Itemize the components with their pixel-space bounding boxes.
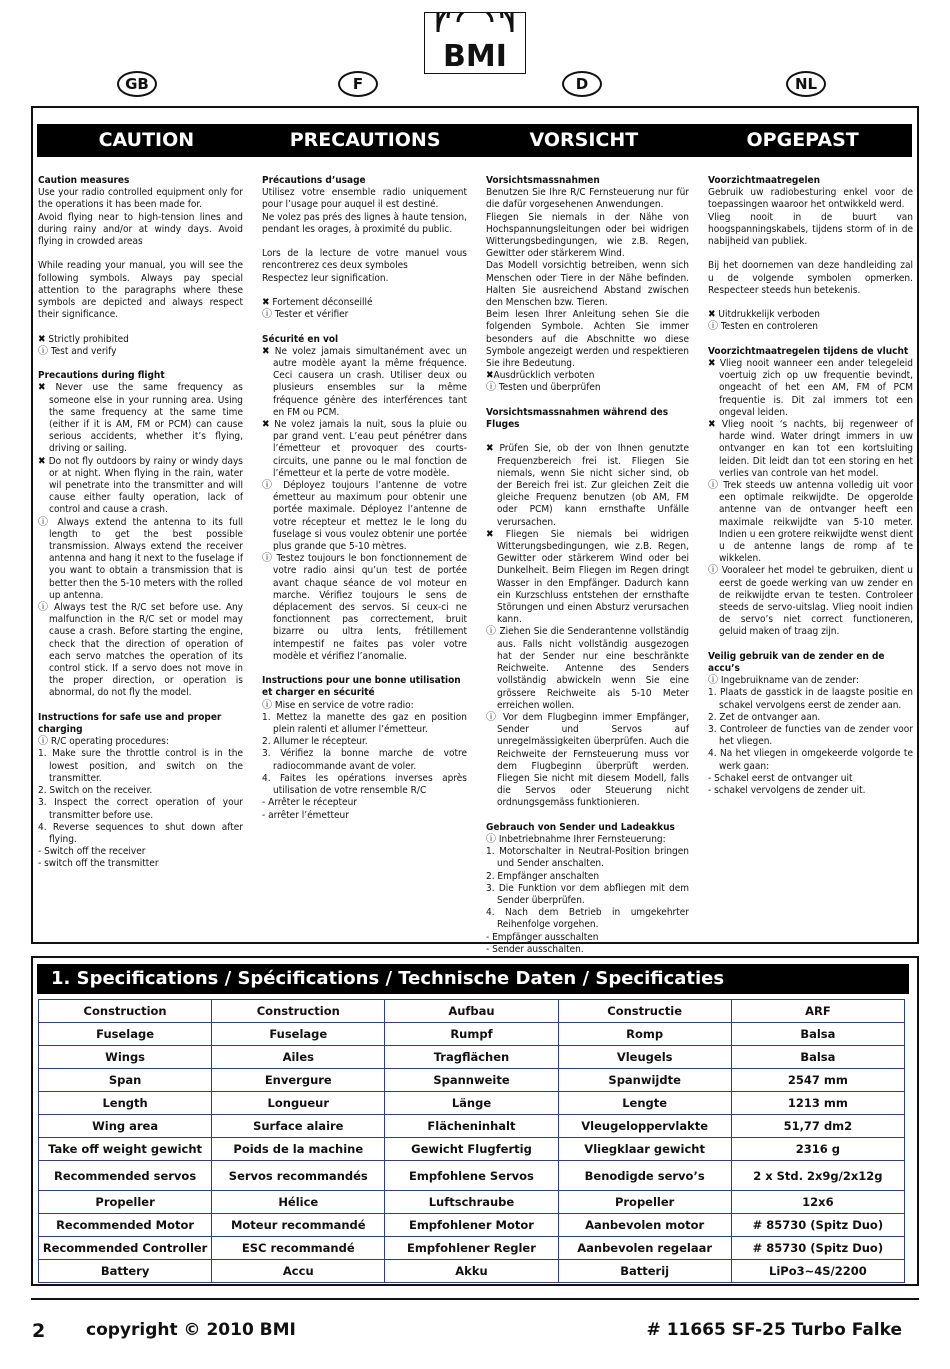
- list-item: 4. Reverse sequences to shut down after flying.: [38, 821, 243, 845]
- paragraph: Fliegen Sie niemals in der Nähe von Hochspannungsleitungen oder bei widrigen Witterungsbedingungen, wie z.B. Regen, Gewitter oder stärkerem Wind.: [486, 211, 689, 260]
- bullet: ⓘ Testez toujours le bon fonctionnement de votre radio ainsi qu’un test de portée avant chaque séance de vol moteur en marche. Vérifiez toujours le sens de déplacement des servos. Si ceux-ci ne fonctionnent pas correctement, bruit bizarre ou ultra lents, frétillement intempestif ne faites pas voler votre modèle et vérifiez l’anomalie.: [262, 553, 467, 662]
- table-cell: Construction: [39, 1000, 212, 1023]
- table-cell: Recommended servos: [39, 1161, 212, 1191]
- symbol-prohibited: ✖ Uitdrukkelijk verboden: [708, 309, 821, 321]
- table-row: [39, 1191, 905, 1214]
- heading: Voorzichtmaatregelen tijdens de vlucht: [708, 345, 909, 357]
- paragraph: Benutzen Sie Ihre R/C Fernsteuerung nur für die dafür vorgesehenen Anwendungen.: [486, 187, 689, 211]
- model-number: # 11665 SF-25 Turbo Falke: [646, 1320, 902, 1340]
- symbol-test: ⓘ Testen en controleren: [708, 321, 819, 333]
- bmi-logo: [424, 12, 526, 74]
- paragraph: While reading your manual, you will see the following symbols. Always pay special attention to the paragraphs where these symbols are depicted and always respect their significance.: [38, 260, 243, 321]
- lang-gb: GB: [117, 71, 157, 97]
- heading: Caution measures: [38, 175, 130, 186]
- table-cell: Fuselage: [212, 1023, 385, 1046]
- bullet: ⓘ Ziehen Sie die Senderantenne vollständig aus. Falls nicht vollständig ausgezogen hat der Sender nur eine beschränkte Reichweite. Antenne des Senders vollständig abwickeln wenn Sie eine grössere Reichweite als 5-10 Meter erreichen wollen.: [486, 626, 689, 711]
- table-cell: Span: [39, 1069, 212, 1092]
- heading: Précautions d’usage: [262, 175, 366, 186]
- page-number: 2: [32, 1320, 46, 1342]
- table-cell: # 85730 (Spitz Duo): [731, 1214, 904, 1237]
- table-cell: Accu: [212, 1260, 385, 1283]
- table-row: [39, 1161, 905, 1191]
- symbol-prohibited: ✖ Fortement déconseillé: [262, 297, 373, 308]
- table-cell: Aanbevolen regelaar: [558, 1237, 731, 1260]
- heading: Sécurité en vol: [262, 333, 339, 345]
- heading: Voorzichtmaatregelen: [708, 175, 821, 186]
- table-cell: Tragflächen: [385, 1046, 558, 1069]
- table-cell: Construction: [212, 1000, 385, 1023]
- list-item: 4. Faites les opérations inverses après utilisation de votre rensemble R/C: [262, 772, 467, 797]
- caution-title-nl: OPGEPAST: [746, 129, 859, 151]
- table-cell: Servos recommandés: [212, 1161, 385, 1191]
- table-cell: Constructie: [558, 1000, 731, 1023]
- list-item: - schakel vervolgens de zender uit.: [708, 785, 866, 797]
- table-cell: Fuselage: [39, 1023, 212, 1046]
- list-item: - switch off the transmitter: [38, 858, 159, 870]
- table-row: [39, 1214, 905, 1237]
- table-cell: Flächeninhalt: [385, 1115, 558, 1138]
- table-cell: Length: [39, 1092, 212, 1115]
- list-intro: ⓘ Ingebruikname van de zender:: [708, 675, 859, 687]
- heading: Vorsichtsmassnahmen während des Fluges: [486, 406, 669, 431]
- table-cell: ESC recommandé: [212, 1237, 385, 1260]
- table-cell: Empfohlener Regler: [385, 1237, 558, 1260]
- paragraph: Gebruik uw radiobesturing enkel voor de toepassingen waaroor het ontwikkeld werd.: [708, 187, 913, 211]
- table-cell: Envergure: [212, 1069, 385, 1092]
- table-cell: Recommended Controller: [39, 1237, 212, 1260]
- specifications-title: 1. Specifications / Spécifications / Technische Daten / Specificaties: [37, 964, 909, 994]
- list-item: - arrêter l’émetteur: [262, 809, 349, 821]
- table-cell: Rumpf: [385, 1023, 558, 1046]
- table-row: [39, 1046, 905, 1069]
- paragraph: Bij het doornemen van deze handleiding zal u de volgende symbolen opmerken. Respecteer steeds hun betekenis.: [708, 260, 913, 296]
- table-cell: Empfohlener Motor: [385, 1214, 558, 1237]
- table-cell: Propeller: [558, 1191, 731, 1214]
- paragraph: Das Modell vorsichtig betreiben, wenn sich Menschen oder Tiere in der Nähe befinden. Halten Sie ausreichend Abstand zwischen den Menschen bzw. Tieren.: [486, 260, 689, 309]
- language-markers: [0, 71, 950, 101]
- paragraph: Ne volez pas prés des lignes à haute tension, pendant les orages, à proximité du public.: [262, 211, 467, 235]
- table-cell: Wings: [39, 1046, 212, 1069]
- table-cell: Hélice: [212, 1191, 385, 1214]
- table-cell: Vleugels: [558, 1046, 731, 1069]
- table-row: [39, 1260, 905, 1283]
- heading: Gebrauch von Sender und Ladeakkus: [486, 821, 675, 833]
- table-row: [39, 1237, 905, 1260]
- table-cell: Romp: [558, 1023, 731, 1046]
- table-cell: Wing area: [39, 1115, 212, 1138]
- paragraph: Avoid flying near to high-tension lines and during rainy and/or at windy days. Avoid flying in crowded areas: [38, 211, 243, 248]
- paragraph: Respectez leur signification.: [262, 272, 389, 284]
- symbol-prohibited: ✖ Strictly prohibited: [38, 333, 129, 345]
- list-intro: ⓘ Mise en service de votre radio:: [262, 699, 414, 711]
- table-cell: Vliegklaar gewicht: [558, 1138, 731, 1161]
- bullet: ⓘ Always extend the antenna to its full length to get the best possible transmission. Always extend the receiver antenna and hang it next to the fuselage if you want to obtain a transmission that is better then the 5-10 meters with the rolled up antenna.: [38, 516, 244, 601]
- list-item: 4. Nach dem Betrieb in umgekehrter Reihenfolge vorgehen.: [486, 907, 689, 931]
- svg-text:BMI: BMI: [443, 39, 507, 74]
- table-cell: 2316 g: [731, 1138, 904, 1161]
- caution-header-bar: [37, 124, 912, 157]
- table-cell: Ailes: [212, 1046, 385, 1069]
- table-cell: Longueur: [212, 1092, 385, 1115]
- list-item: - Sender ausschalten.: [486, 943, 584, 955]
- lang-f: F: [338, 71, 378, 97]
- symbol-test: ⓘ Test and verify: [38, 345, 117, 357]
- paragraph: Use your radio controlled equipment only for the operations it has been made for.: [38, 187, 243, 211]
- list-item: 2. Zet de ontvanger aan.: [708, 711, 821, 723]
- table-cell: 2547 mm: [731, 1069, 904, 1092]
- bullet: ⓘ Always test the R/C set before use. Any malfunction in the R/C set or model may cause a crash. Before starting the engine, check that the direction of operation of each servo matches the operation of its control stick. If a servo does not move in the proper direction, or operation is abnormal, do not fly the model.: [38, 602, 243, 699]
- bullet: ⓘ Déployez toujours l’antenne de votre émetteur au maximum pour obtenir une portée maximale. Déployez l’antenne de votre récepteur et mettez le le long du fuselage si vous voulez obtenir une portée plus grande que 5-10 mètres.: [262, 480, 467, 553]
- list-item: 1. Plaats de gasstick in de laagste positie en schakel vervolgens eerst de zender aan.: [708, 687, 913, 711]
- list-intro: ⓘ Inbetriebnahme Ihrer Fernsteuerung:: [486, 833, 666, 845]
- column-de: [486, 175, 689, 956]
- list-item: - Schakel eerst de ontvanger uit: [708, 772, 853, 784]
- paragraph: Vlieg nooit in de buurt van hoogspanningskabels, tijdens storm of in de nabijheid van publiek.: [708, 211, 913, 248]
- table-cell: Vleugeloppervlakte: [558, 1115, 731, 1138]
- list-item: 3. Controleer de functies van de zender voor het vliegen.: [708, 724, 913, 748]
- list-item: 3. Inspect the correct operation of your transmitter before use.: [38, 797, 243, 821]
- table-cell: Surface alaire: [212, 1115, 385, 1138]
- bullet: ✖ Do not fly outdoors by rainy or windy days or at night. When flying in the rain, water wil penetrate into the transmitter and will cause either faulty operation, lack of control and cause a crash.: [38, 455, 243, 516]
- table-cell: Battery: [39, 1260, 212, 1283]
- symbol-prohibited: ✖Ausdrücklich verboten: [486, 370, 595, 382]
- paragraph: Beim lesen Ihrer Anleitung sehen Sie die folgenden Symbole. Achten Sie immer besonders auf die Abschnitte wo diese Symbole angezeigt werden und respektieren Sie ihre Bedeutung.: [486, 309, 689, 370]
- table-row: [39, 1092, 905, 1115]
- table-cell: Propeller: [39, 1191, 212, 1214]
- table-cell: 12x6: [731, 1191, 904, 1214]
- list-item: 2. Empfänger anschalten: [486, 870, 600, 882]
- table-cell: Länge: [385, 1092, 558, 1115]
- heading: Instructions pour une bonne utilisation et charger en sécurité: [262, 675, 461, 699]
- bullet: ⓘ Trek steeds uw antenna volledig uit voor een optimale reikwijdte. De opgerolde antenne van de ontvanger heeft een maximale reikwijdte van 5-10 meter. Indien u een grotere reikwijdte wenst dient u de antenne langs de romp af te wikkelen.: [708, 480, 913, 565]
- table-cell: Aufbau: [385, 1000, 558, 1023]
- table-cell: Benodigde servo’s: [558, 1161, 731, 1191]
- caution-title-gb: CAUTION: [98, 129, 195, 151]
- table-cell: Poids de la machine: [212, 1138, 385, 1161]
- column-fr: [262, 175, 467, 822]
- table-cell: Take off weight gewicht: [39, 1138, 212, 1161]
- table-cell: Batterij: [558, 1260, 731, 1283]
- table-cell: Lengte: [558, 1092, 731, 1115]
- list-item: 1. Make sure the throttle control is in the lowest position, and switch on the transmitter.: [38, 748, 243, 784]
- bullet: ✖ Fliegen Sie niemals bei widrigen Witterungsbedingungen, wie z.B. Regen, Gewitter oder stärkerem Wind oder bei Dunkelheit. Beim Fliegen im Regen dringt Wasser in den Empfänger. Dadurch kann ein Kurzschluss entstehen der ernsthafte Störungen und einen Absturz verursachen kann.: [486, 528, 689, 626]
- bullet: ⓘ Vor dem Flugbeginn immer Empfänger, Sender und Servos auf unregelmässigkeiten überprüfen. Auch die Reichweite der Fernsteuerung muss vor dem Flugbeginn überprüft werden. Fliegen Sie nicht mit diesem Modell, falls die Servos oder Steuerung nicht ordnungsgemäss funktionieren.: [486, 711, 689, 809]
- table-row: [39, 1138, 905, 1161]
- heading: Vorsichtsmassnahmen: [486, 175, 600, 186]
- list-item: 1. Mettez la manette des gaz en position plein ralenti et allumer l’émetteur.: [262, 711, 467, 736]
- bullet: ✖ Ne volez jamais la nuit, sous la pluie ou par grand vent. L’eau peut pénétrer dans l’émetteur et provoquer des courts-circuits, une panne ou le mal fonction de l’émetteur et la perte de votre modèle.: [262, 419, 467, 479]
- table-cell: Luftschraube: [385, 1191, 558, 1214]
- footer-divider: [31, 1298, 919, 1300]
- table-cell: Balsa: [731, 1046, 904, 1069]
- list-intro: ⓘ R/C operating procedures:: [38, 736, 169, 748]
- list-item: 4. Na het vliegen in omgekeerde volgorde te werk gaan:: [708, 748, 913, 772]
- table-row: [39, 1069, 905, 1092]
- symbol-test: ⓘ Testen und überprüfen: [486, 382, 601, 394]
- lang-d: D: [562, 71, 602, 97]
- heading: Precautions during flight: [38, 370, 165, 382]
- table-cell: 2 x Std. 2x9g/2x12g: [731, 1161, 904, 1191]
- column-nl: [708, 175, 913, 797]
- bullet: ⓘ Vooraleer het model te gebruiken, dient u eerst de goede werking van uw zender en de reikwijdte ervan te testen. Controleer steeds de servo-uitslag. Vlieg nooit indien de servo’s niet correct functioneren, geluid maken of traag zijn.: [708, 565, 913, 638]
- copyright: copyright © 2010 BMI: [86, 1320, 296, 1340]
- table-cell: Aanbevolen motor: [558, 1214, 731, 1237]
- symbol-test: ⓘ Tester et vérifier: [262, 309, 349, 321]
- specifications-table: [38, 999, 905, 1283]
- paragraph: Utilisez votre ensemble radio uniquement pour l’usage pour auquel il est destiné.: [262, 187, 467, 211]
- caution-title-fr: PRECAUTIONS: [289, 129, 441, 151]
- table-cell: Spanwijdte: [558, 1069, 731, 1092]
- caution-title-de: VORSICHT: [529, 129, 639, 151]
- list-item: 2. Allumer le récepteur.: [262, 736, 368, 748]
- list-item: - Switch off the receiver: [38, 846, 146, 858]
- table-row: [39, 1115, 905, 1138]
- lang-nl: NL: [786, 71, 826, 97]
- heading: Instructions for safe use and proper charging: [38, 711, 222, 736]
- table-cell: 1213 mm: [731, 1092, 904, 1115]
- list-item: - Empfänger ausschalten: [486, 931, 599, 943]
- table-row: [39, 1000, 905, 1023]
- table-cell: Empfohlene Servos: [385, 1161, 558, 1191]
- table-cell: Balsa: [731, 1023, 904, 1046]
- bullet: ✖ Vlieg nooit ‘s nachts, bij regenweer of harde wind. Water dringt immers in uw ontvanger en kan tot een kortsluiting leiden. Dit leidt dan tot een storing en het verlies van controle van het model.: [708, 419, 913, 479]
- table-cell: # 85730 (Spitz Duo): [731, 1237, 904, 1260]
- table-cell: LiPo3~4S/2200: [731, 1260, 904, 1283]
- paragraph: Lors de la lecture de votre manuel vous rencontrerez ces deux symboles: [262, 248, 467, 272]
- list-item: 3. Die Funktion vor dem abfliegen mit dem Sender überprüfen.: [486, 882, 689, 906]
- bullet: ✖ Never use the same frequency as someone else in your running area. Using the same frequency at the same time (either if it is AM, FM or PCM) can cause serious accidents, whether it’s flying, driving or sailing.: [38, 382, 243, 455]
- list-item: 3. Vérifiez la bonne marche de votre radiocommande avant de voler.: [262, 748, 467, 772]
- heading: Veilig gebruik van de zender en de accu’s: [708, 650, 885, 675]
- table-cell: Recommended Motor: [39, 1214, 212, 1237]
- list-item: 1. Motorschalter in Neutral-Position bringen und Sender anschalten.: [486, 846, 689, 870]
- list-item: 2. Switch on the receiver.: [38, 785, 153, 797]
- bullet: ✖ Ne volez jamais simultanément avec un autre modèle ayant la même fréquence. Ceci causera un crash. Utiliser deux ou plusieurs ensembles sur la même fréquence génère des interférences tant en FM ou PCM.: [262, 345, 467, 418]
- table-cell: Spannweite: [385, 1069, 558, 1092]
- table-cell: Gewicht Flugfertig: [385, 1138, 558, 1161]
- column-gb: [38, 175, 243, 871]
- table-cell: Akku: [385, 1260, 558, 1283]
- table-cell: ARF: [731, 1000, 904, 1023]
- table-row: [39, 1023, 905, 1046]
- list-item: - Arrêter le récepteur: [262, 797, 357, 809]
- table-cell: 51,77 dm2: [731, 1115, 904, 1138]
- bullet: ✖ Prüfen Sie, ob der von Ihnen genutzte Frequenzbereich frei ist. Fliegen Sie niemals, wenn Sie nicht sicher sind, ob der Bereich frei ist. Zur gleichen Zeit die gleiche Frequenz benutzen (ob AM, FM oder PCM) kann ernsthafte Unfälle verursachen.: [486, 443, 689, 528]
- table-cell: Moteur recommandé: [212, 1214, 385, 1237]
- bullet: ✖ Vlieg nooit wanneer een ander telegeleid voertuig zich op uw frequentie bevindt, ongeacht of het een AM, FM of PCM frequentie is. Dit zal immers tot een ongeval leiden.: [708, 358, 913, 418]
